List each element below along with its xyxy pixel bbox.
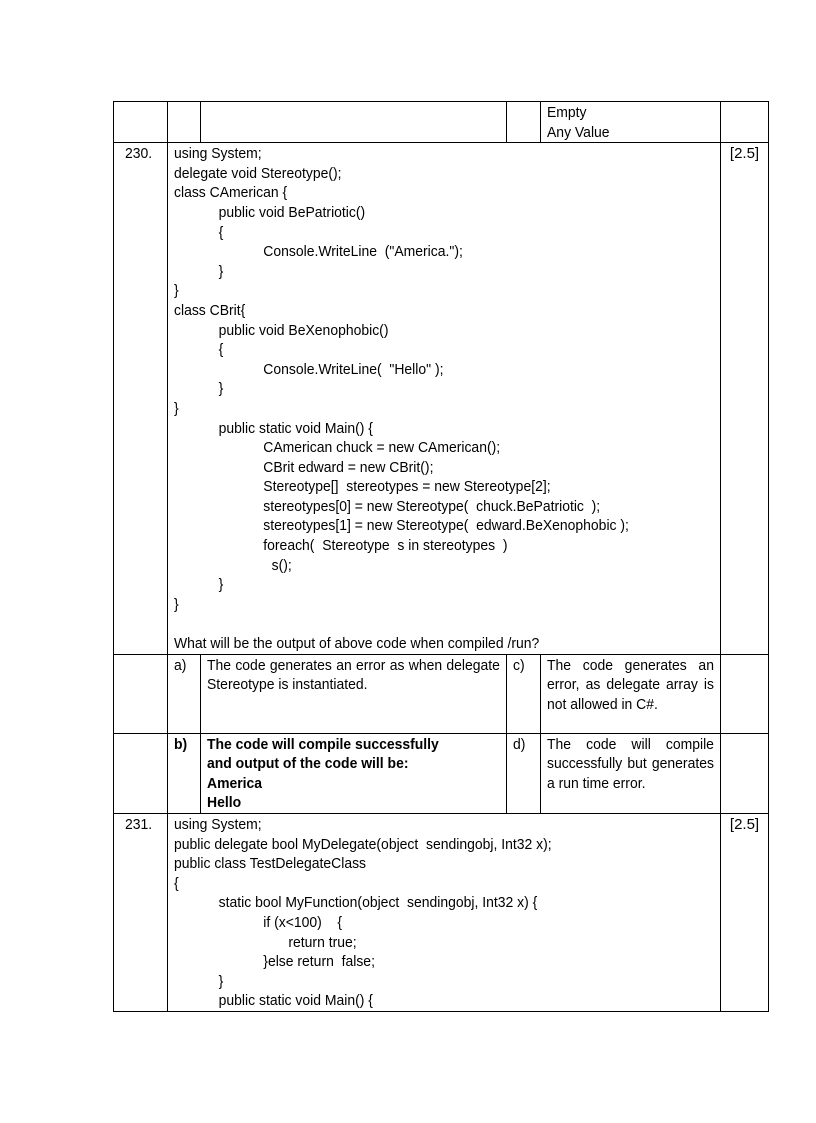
code-line: stereotypes[0] = new Stereotype( chuck.BePatriotic ); bbox=[263, 497, 601, 515]
code-line: } bbox=[218, 576, 224, 594]
code-line: stereotypes[1] = new Stereotype( edward.BeXenophobic ); bbox=[263, 517, 629, 535]
label-cell bbox=[507, 102, 541, 143]
option-label: c) bbox=[507, 654, 541, 733]
marks-cell bbox=[721, 654, 769, 733]
code-line: return true; bbox=[288, 933, 357, 951]
code-blank-line bbox=[174, 614, 682, 634]
option-line: America bbox=[207, 774, 263, 792]
question-number: 230. bbox=[114, 143, 168, 654]
question-code bbox=[168, 143, 721, 654]
question-row bbox=[114, 143, 769, 654]
option-text-cell bbox=[201, 102, 507, 143]
option-line: The code will compile successfully bbox=[207, 735, 439, 753]
code-line: foreach( Stereotype s in stereotypes ) bbox=[263, 537, 508, 555]
option-text-cell bbox=[541, 102, 721, 143]
code-line: using System; bbox=[174, 816, 262, 833]
question-number: 231. bbox=[114, 814, 168, 1012]
code-line: Console.WriteLine ("America."); bbox=[263, 243, 463, 261]
code-line: } bbox=[174, 399, 179, 417]
code-line: class CAmerican { bbox=[174, 184, 288, 202]
code-line: Stereotype[] stereotypes = new Stereotype[2]; bbox=[263, 478, 551, 496]
code-line: public void BePatriotic() bbox=[218, 203, 366, 221]
code-line: public class TestDelegateClass bbox=[174, 855, 367, 873]
code-line: { bbox=[174, 874, 179, 892]
code-line: public static void Main() { bbox=[218, 419, 373, 437]
option-line: Any Value bbox=[547, 123, 610, 141]
marks-cell bbox=[721, 733, 769, 813]
question-row bbox=[114, 814, 769, 1012]
option-label: a) bbox=[168, 654, 201, 733]
code-line: }else return false; bbox=[263, 953, 375, 971]
code-line: public void BeXenophobic() bbox=[218, 321, 389, 339]
number-cell bbox=[114, 733, 168, 813]
option-line: Empty bbox=[547, 104, 587, 121]
marks-cell bbox=[721, 102, 769, 143]
question-marks: [2.5] bbox=[721, 814, 769, 1012]
code-line: class CBrit{ bbox=[174, 301, 246, 319]
option-label: b) bbox=[168, 733, 201, 813]
label-cell bbox=[168, 102, 201, 143]
question-code bbox=[168, 814, 721, 1012]
code-line: } bbox=[174, 282, 179, 300]
option-a[interactable]: The code generates an error as when delegate Stereotype is instantiated. bbox=[201, 654, 507, 733]
question-marks: [2.5] bbox=[721, 143, 769, 654]
code-line: { bbox=[218, 223, 224, 241]
code-line: static bool MyFunction(object sendingobj, Int32 x) { bbox=[218, 894, 538, 912]
options-row bbox=[114, 733, 769, 813]
code-line: public delegate bool MyDelegate(object sendingobj, Int32 x); bbox=[174, 835, 552, 853]
option-d[interactable]: The code will compile successfully but generates a run time error. bbox=[541, 733, 721, 813]
option-b-correct[interactable] bbox=[201, 733, 507, 813]
option-line: and output of the code will be: bbox=[207, 755, 409, 773]
option-label: d) bbox=[507, 733, 541, 813]
code-line: if (x<100) { bbox=[263, 913, 342, 931]
code-line: CBrit edward = new CBrit(); bbox=[263, 458, 434, 476]
option-c[interactable]: The code generates an error, as delegate array is not allowed in C#. bbox=[541, 654, 721, 733]
code-line: } bbox=[218, 972, 224, 990]
continuation-row bbox=[114, 102, 769, 143]
code-line: public static void Main() { bbox=[218, 992, 373, 1010]
code-line: } bbox=[174, 595, 179, 613]
question-prompt: What will be the output of above code when compiled /run? bbox=[174, 635, 540, 653]
options-row bbox=[114, 654, 769, 733]
number-cell bbox=[114, 102, 168, 143]
question-table bbox=[113, 101, 769, 1012]
code-line: } bbox=[218, 262, 224, 280]
code-line: delegate void Stereotype(); bbox=[174, 164, 342, 182]
code-line: { bbox=[218, 341, 224, 359]
option-line: Hello bbox=[207, 794, 242, 812]
code-line: using System; bbox=[174, 145, 262, 163]
code-line: Console.WriteLine( "Hello" ); bbox=[263, 360, 444, 378]
code-line: } bbox=[218, 380, 224, 398]
number-cell bbox=[114, 654, 168, 733]
code-line: CAmerican chuck = new CAmerican(); bbox=[263, 439, 501, 457]
code-line: s(); bbox=[271, 556, 292, 574]
